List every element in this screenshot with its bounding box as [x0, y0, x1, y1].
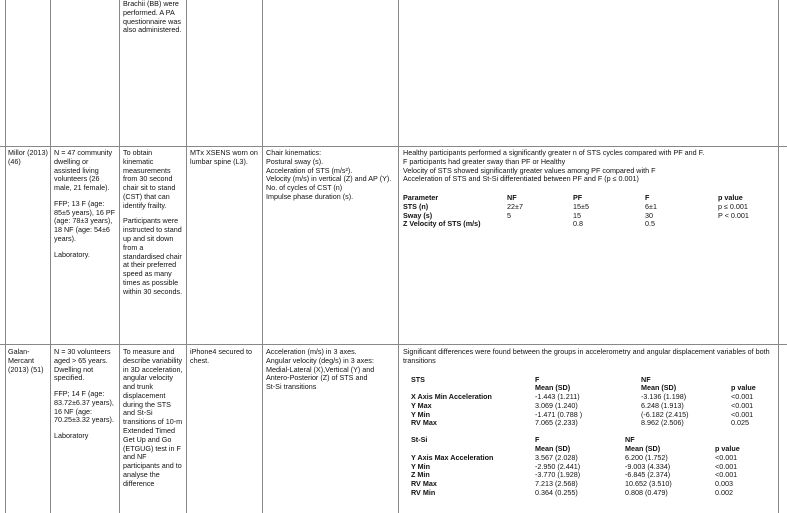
header-cell: Parameter [403, 193, 439, 203]
header-cell: Mean (SD) [625, 444, 661, 454]
table-cell: -1.471 (0.788 ) [535, 409, 583, 419]
column-divider [262, 0, 263, 513]
participants-text: Laboratory [54, 431, 89, 441]
header-cell: F [535, 435, 540, 445]
table-cell: 0.003 [715, 479, 733, 489]
finding-line: Healthy participants performed a significantly greater n of STS cycles compared with PF and F. [403, 148, 705, 157]
row2-sensor-cell [190, 348, 260, 366]
header-cell: NF [507, 193, 517, 203]
header-cell: NF [625, 435, 635, 445]
table-cell: -3.136 (1.198) [641, 392, 687, 402]
table-cell: p ≤ 0.001 [718, 201, 748, 211]
table-cell: <0.001 [731, 400, 754, 410]
table-cell: <0.001 [731, 409, 754, 419]
row2-study-cell [8, 348, 48, 374]
table-cell: 22±7 [507, 201, 523, 211]
aim-text: Participants were instructed to stand up and sit down from a standardised chair at their preferred speed as many times as possible within 30 seconds. [123, 216, 183, 296]
table-cell: RV Min [411, 487, 436, 497]
stsi-table [411, 436, 740, 497]
table-cell: <0.001 [715, 470, 738, 480]
table-cell: 30 [645, 210, 653, 220]
participants-text: N = 47 community dwelling or assisted living volunteers (26 male, 21 female). [54, 148, 113, 193]
measure-line: Postural sway (s). [266, 156, 324, 166]
participants-text: FFP; 14 F (age: 83.72±6.37 years), 16 NF (age: 70.25±3.32 years). [54, 389, 114, 425]
row1-sensor-cell [190, 149, 260, 167]
table-cell: -3.770 (1.928) [535, 470, 581, 480]
measure-line: Acceleration (m/s) in 3 axes. [266, 347, 357, 356]
table-cell: Y Min [411, 409, 431, 419]
participants-text: FFP; 13 F (age: 85±5 years), 16 PF (age: 78±3 years), 18 NF (age: 54±6 years). [54, 198, 116, 244]
table-cell: <0.001 [715, 461, 738, 471]
section-label: St-Si [411, 435, 428, 445]
finding-line: Acceleration of STS and St-Si differentiated between PF and F (p ≤ 0.001) [403, 174, 639, 184]
column-divider [186, 0, 187, 513]
measure-line: Antero-Posterior (Z) of STS and [266, 373, 368, 383]
table-cell: -6.845 (2.374) [625, 470, 671, 480]
row2-findings-cell [403, 348, 775, 498]
aim-text: To obtain kinematic measurements from 30 second chair sit to stand (CST) that can identify frailty. [123, 148, 176, 210]
measure-line: St-Si transitions [266, 382, 317, 392]
column-divider [398, 0, 399, 513]
table-cell: Sway (s) [403, 210, 433, 220]
sensor-text: MTx XSENS worn on lumbar spine (L3). [190, 148, 258, 166]
header-cell: NF [641, 374, 651, 384]
table-cell: 7.213 (2.568) [535, 479, 578, 489]
row-divider [0, 146, 787, 147]
row0-method-cell [123, 0, 183, 35]
header-cell: p value [718, 193, 743, 203]
header-cell: Mean (SD) [641, 383, 677, 393]
study-citation: Galan-Mercant (2013) (51) [8, 347, 44, 374]
column-divider [778, 0, 779, 513]
table-cell: 0.8 [573, 219, 583, 229]
measure-line: Angular velocity (deg/s) in 3 axes: [266, 355, 374, 365]
measure-line: Medial-Lateral (X),Vertical (Y) and [266, 364, 375, 374]
table-cell: 8.962 (2.506) [641, 418, 684, 428]
table-cell: Y Min [411, 461, 431, 471]
table-cell: 0.002 [715, 487, 733, 497]
table-row [411, 489, 740, 498]
table-cell: (-6.182 (2.415) [641, 409, 689, 419]
header-cell: F [645, 193, 650, 203]
table-cell: 3.069 (1.240) [535, 400, 578, 410]
table-cell: <0.001 [731, 392, 754, 402]
row1-measures-cell [266, 149, 396, 202]
table-cell [507, 220, 573, 229]
frailty-table [403, 194, 749, 229]
table-cell: 10.652 (3.510) [625, 479, 672, 489]
table-cell: P < 0.001 [718, 210, 749, 220]
table-row [403, 220, 749, 229]
table-cell: 15±5 [573, 201, 589, 211]
table-cell: 7.065 (2.233) [535, 418, 578, 428]
table-cell: 6.200 (1.752) [625, 452, 668, 462]
table-row [411, 393, 756, 402]
table-cell: 5 [507, 210, 511, 220]
table-cell: 0.025 [731, 418, 749, 428]
method-text: Brachii (BB) were performed. A PA questionnaire was also administered. [123, 0, 182, 35]
table-cell: 6±1 [645, 201, 657, 211]
row2-aim-cell [123, 348, 184, 489]
table-cell: Y Max [411, 400, 432, 410]
row1-aim-cell [123, 149, 184, 297]
table-cell: -2.950 (2.441) [535, 461, 581, 471]
table-cell: X Axis Min Acceleration [411, 392, 492, 402]
table-cell: 0.364 (0.255) [535, 487, 578, 497]
table-row [411, 411, 756, 420]
study-citation: Millor (2013) (46) [8, 148, 48, 166]
sts-table [411, 376, 756, 429]
aim-text: To measure and describe variability in 3D acceleration, angular velocity and trunk displacement during the STS and St-Si transitions of 10-m Extended Timed Get Up and Go (ETGUG) test in F and NF participants and to analyse the difference [123, 347, 183, 488]
table-cell: STS (n) [403, 201, 429, 211]
column-divider [50, 0, 51, 513]
table-row [411, 419, 756, 428]
measure-line: Impulse phase duration (s). [266, 191, 354, 201]
table-header-row [411, 436, 740, 445]
table-cell: -9.003 (4.334) [625, 461, 671, 471]
table-cell: 15 [573, 210, 581, 220]
table-cell [718, 220, 749, 229]
table-cell: RV Max [411, 479, 437, 489]
row2-measures-cell [266, 348, 396, 392]
measure-line: Chair kinematics: [266, 148, 322, 157]
header-cell: Mean (SD) [535, 444, 571, 454]
finding-line: F participants had greater sway than PF or Healthy [403, 156, 566, 166]
row-divider [0, 344, 787, 345]
header-cell: p value [715, 444, 740, 454]
table-cell: Z Min [411, 470, 430, 480]
participants-text: Laboratory. [54, 249, 90, 259]
header-cell: PF [573, 193, 583, 203]
header-cell: Mean (SD) [535, 383, 571, 393]
row2-participants-cell [54, 348, 116, 441]
header-cell: F [535, 374, 540, 384]
table-cell: <0.001 [715, 452, 738, 462]
column-divider [119, 0, 120, 513]
table-cell: Z Velocity of STS (m/s) [403, 219, 481, 229]
table-row [411, 402, 756, 411]
participants-text: N = 30 volunteers aged > 65 years. Dwelling not specified. [54, 347, 111, 383]
table-header-row [411, 376, 756, 385]
findings-text: Significant differences were found between the groups in accelerometry and angular displacement variables of both transitions [403, 347, 770, 365]
sensor-text: iPhone4 secured to chest. [190, 347, 252, 365]
row1-study-cell [8, 149, 48, 167]
table-cell: 0.808 (0.479) [625, 487, 668, 497]
table-cell: -1.443 (1.211) [535, 392, 580, 402]
measure-line: Acceleration of STS (m/s²). [266, 165, 353, 175]
table-cell: Y Axis Max Acceleration [411, 452, 494, 462]
table-cell: RV Max [411, 418, 437, 428]
measure-line: Velocity (m/s) in vertical (Z) and AP (Y). [266, 174, 392, 184]
table-cell: 6.248 (1.913) [641, 400, 684, 410]
measure-line: No. of cycles of CST (n) [266, 183, 343, 193]
row1-findings-cell [403, 149, 775, 229]
table-cell: 0.5 [645, 219, 655, 229]
table-cell: 3.567 (2.028) [535, 452, 578, 462]
section-label: STS [411, 374, 425, 384]
finding-line: Velocity of STS showed significantly greater values among PF compared with F [403, 165, 656, 175]
header-cell: p value [731, 383, 756, 393]
column-divider [5, 0, 6, 513]
row1-participants-cell [54, 149, 116, 260]
